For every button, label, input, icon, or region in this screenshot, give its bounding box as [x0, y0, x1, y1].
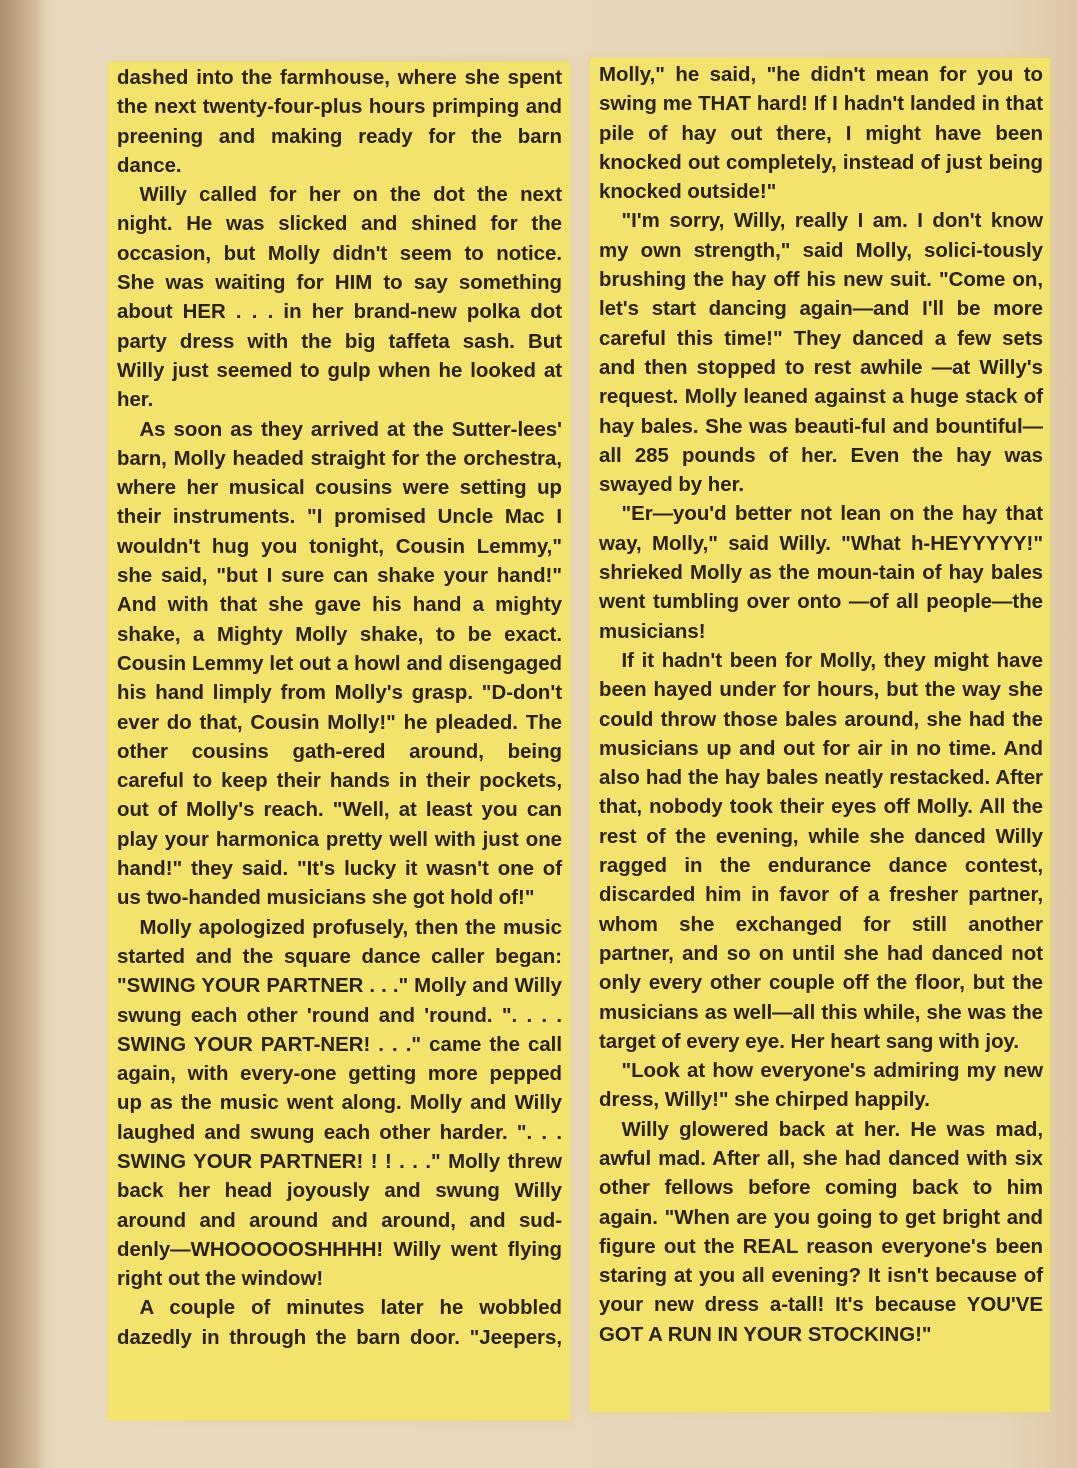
paragraph: Molly apologized profusely, then the music started and the square dance caller began: "SWING YOUR PARTNER . . ." Molly and Willy swung each other 'round and 'round. ". . . . SWING YOUR PART-NER! . . ." came the call again, with every-one getting more pepped up as the music went along. Molly and Willy laughed and swung each other harder. ". . . SWING YOUR PARTNER! ! ! . . ." Molly threw back her head joyously and swung Willy around and around and around, and sud-denly—WHOOOOOSHHHH! Willy went flying right out the window!	[117, 916, 562, 1291]
paragraph: "Er—you'd better not lean on the hay that way, Molly," said Willy. "What h-HEYYYYY!" shrieked Molly as the moun-tain of hay bales went tumbling over onto —of all people—the musicians!	[599, 503, 1043, 643]
page-spine-shadow	[0, 0, 48, 1468]
paragraph: "Look at how everyone's admiring my new dress, Willy!" she chirped happily.	[599, 1060, 1043, 1112]
paragraph: If it hadn't been for Molly, they might have been hayed under for hours, but the way she could throw those bales around, she had the musicians up and out for air in no time. And also had the hay bales neatly restacked. After that, nobody took their eyes off Molly. All the rest of the evening, while she danced Willy ragged in the endurance dance contest, discarded him in favor of a fresher partner, whom she exchanged for still another partner, and so on until she had danced not only every other couple off the floor, but the musicians as well—all this while, she was the target of every eye. Her heart sang with joy.	[599, 649, 1043, 1053]
paragraph: Molly," he said, "he didn't mean for you to swing me THAT hard! If I hadn't landed in that pile of hay out there, I might have been knocked out completely, instead of just being knocked outside!"	[599, 64, 1043, 204]
paragraph: As soon as they arrived at the Sutter-lees' barn, Molly headed straight for the orchestra, where her musical cousins were setting up their instruments. "I promised Uncle Mac I wouldn't hug you tonight, Cousin Lemmy," she said, "but I sure can shake your hand!" And with that she gave his hand a mighty shake, a Mighty Molly shake, to be exact. Cousin Lemmy let out a howl and disengaged his hand limply from Molly's grasp. "D-don't ever do that, Cousin Molly!" he pleaded. The other cousins gath-ered around, being careful to keep their hands in their pockets, out of Molly's reach. "Well, at least you can play your harmonica pretty well with just one hand!" they said. "It's lucky it wasn't one of us two-handed musicians she got hold of!"	[117, 418, 562, 910]
left-text-column	[108, 62, 570, 1420]
right-text-column	[590, 58, 1050, 1412]
paragraph: A couple of minutes later he wobbled dazedly in through the barn door. "Jeepers,	[117, 1297, 562, 1349]
paragraph: Willy called for her on the dot the next night. He was slicked and shined for the occasion, but Molly didn't seem to notice. She was waiting for HIM to say something about HER . . . in her brand-new polka dot party dress with the big taffeta sash. But Willy just seemed to gulp when he looked at her.	[117, 184, 562, 412]
paragraph: Willy glowered back at her. He was mad, awful mad. After all, she had danced with six other fellows before coming back to him again. "When are you going to get bright and figure out the REAL reason everyone's been staring at you all evening? It isn't because of your new dress a-tall! It's because YOU'VE GOT A RUN IN YOUR STOCKING!"	[599, 1118, 1043, 1346]
paragraph: "I'm sorry, Willy, really I am. I don't know my own strength," said Molly, solici-tously brushing the hay off his new suit. "Come on, let's start dancing again—and I'll be more careful this time!" They danced a few sets and then stopped to rest awhile —at Willy's request. Molly leaned against a huge stack of hay bales. She was beauti-ful and bountiful—all 285 pounds of her. Even the hay was swayed by her.	[599, 210, 1043, 497]
paragraph: dashed into the farmhouse, where she spent the next twenty-four-plus hours primping and preening and making ready for the barn dance.	[117, 67, 562, 177]
